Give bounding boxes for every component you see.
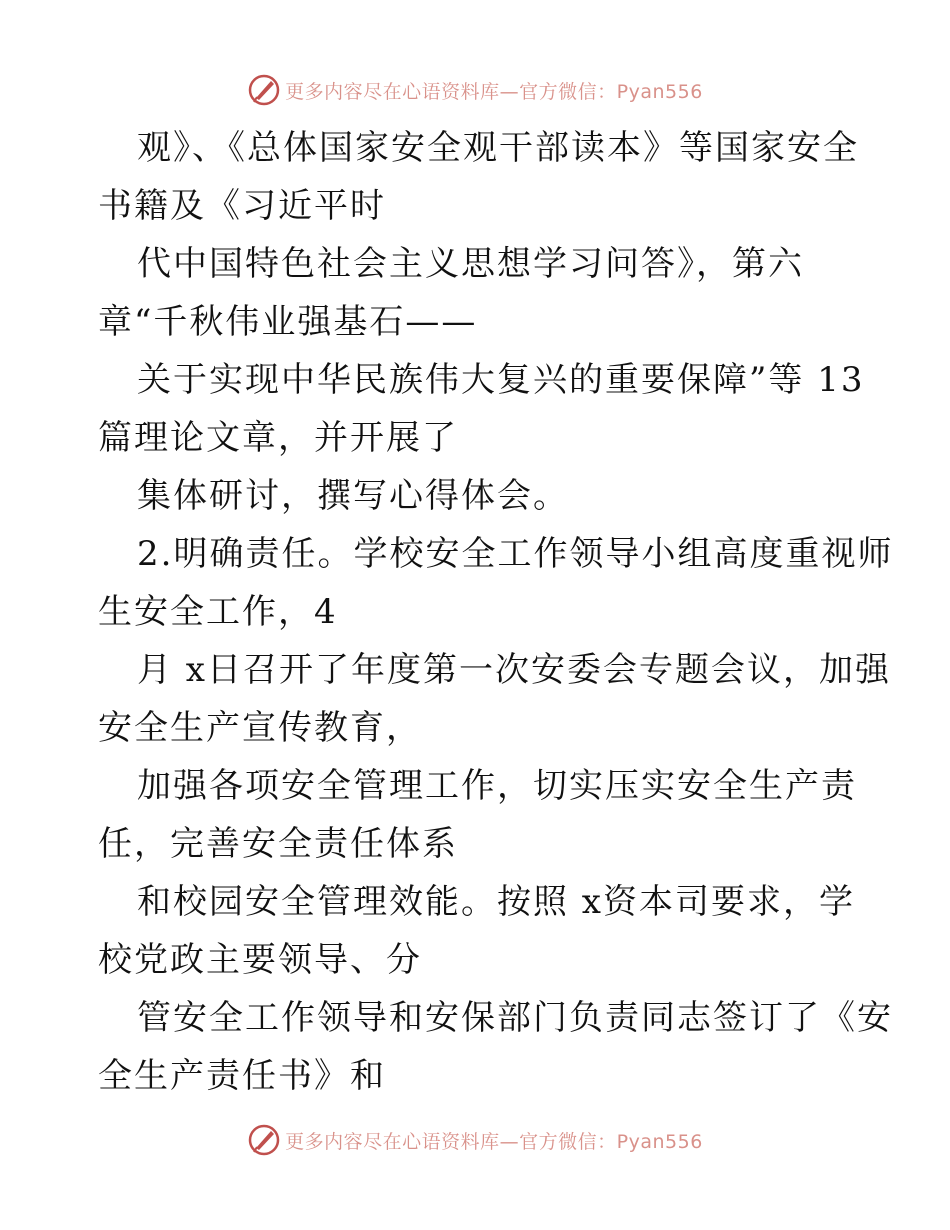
feather-pen-circle-icon <box>247 1123 281 1157</box>
text-line: 代中国特色社会主义思想学习问答》，第六 <box>137 244 804 284</box>
text-line: 加强各项安全管理工作，切实压实安全生产责 <box>137 766 857 806</box>
text-line: 生安全工作，4 <box>98 592 338 632</box>
text-line: 关于实现中华民族伟大复兴的重要保障”等 13 <box>137 360 865 400</box>
text-line: 章“千秋伟业强基石—— <box>98 302 478 342</box>
feather-pen-circle-icon <box>247 73 281 107</box>
text-line: 管安全工作领导和安保部门负责同志签订了《安 <box>137 998 893 1038</box>
text-line: 月 x日召开了年度第一次安委会专题会议，加强 <box>137 650 891 690</box>
text-line: 任，完善安全责任体系 <box>98 824 458 864</box>
header-watermark <box>0 70 950 110</box>
footer-watermark <box>0 1120 950 1160</box>
watermark-text: 更多内容尽在心语资料库—官方微信：Pyan556 <box>285 1130 703 1153</box>
text-line: 篇理论文章，并开展了 <box>98 418 458 458</box>
text-line: 观》、《总体国家安全观干部读本》等国家安全 <box>137 128 859 168</box>
watermark-text: 更多内容尽在心语资料库—官方微信：Pyan556 <box>285 80 703 103</box>
text-line: 安全生产宣传教育， <box>98 708 422 748</box>
text-line: 和校园安全管理效能。按照 x资本司要求，学 <box>137 882 855 922</box>
text-line: 2.明确责任。学校安全工作领导小组高度重视师 <box>137 534 894 574</box>
text-line: 全生产责任书》和 <box>98 1056 386 1096</box>
text-line: 校党政主要领导、分 <box>98 940 422 980</box>
text-line: 书籍及《习近平时 <box>98 186 386 226</box>
text-line: 集体研讨，撰写心得体会。 <box>137 476 569 516</box>
